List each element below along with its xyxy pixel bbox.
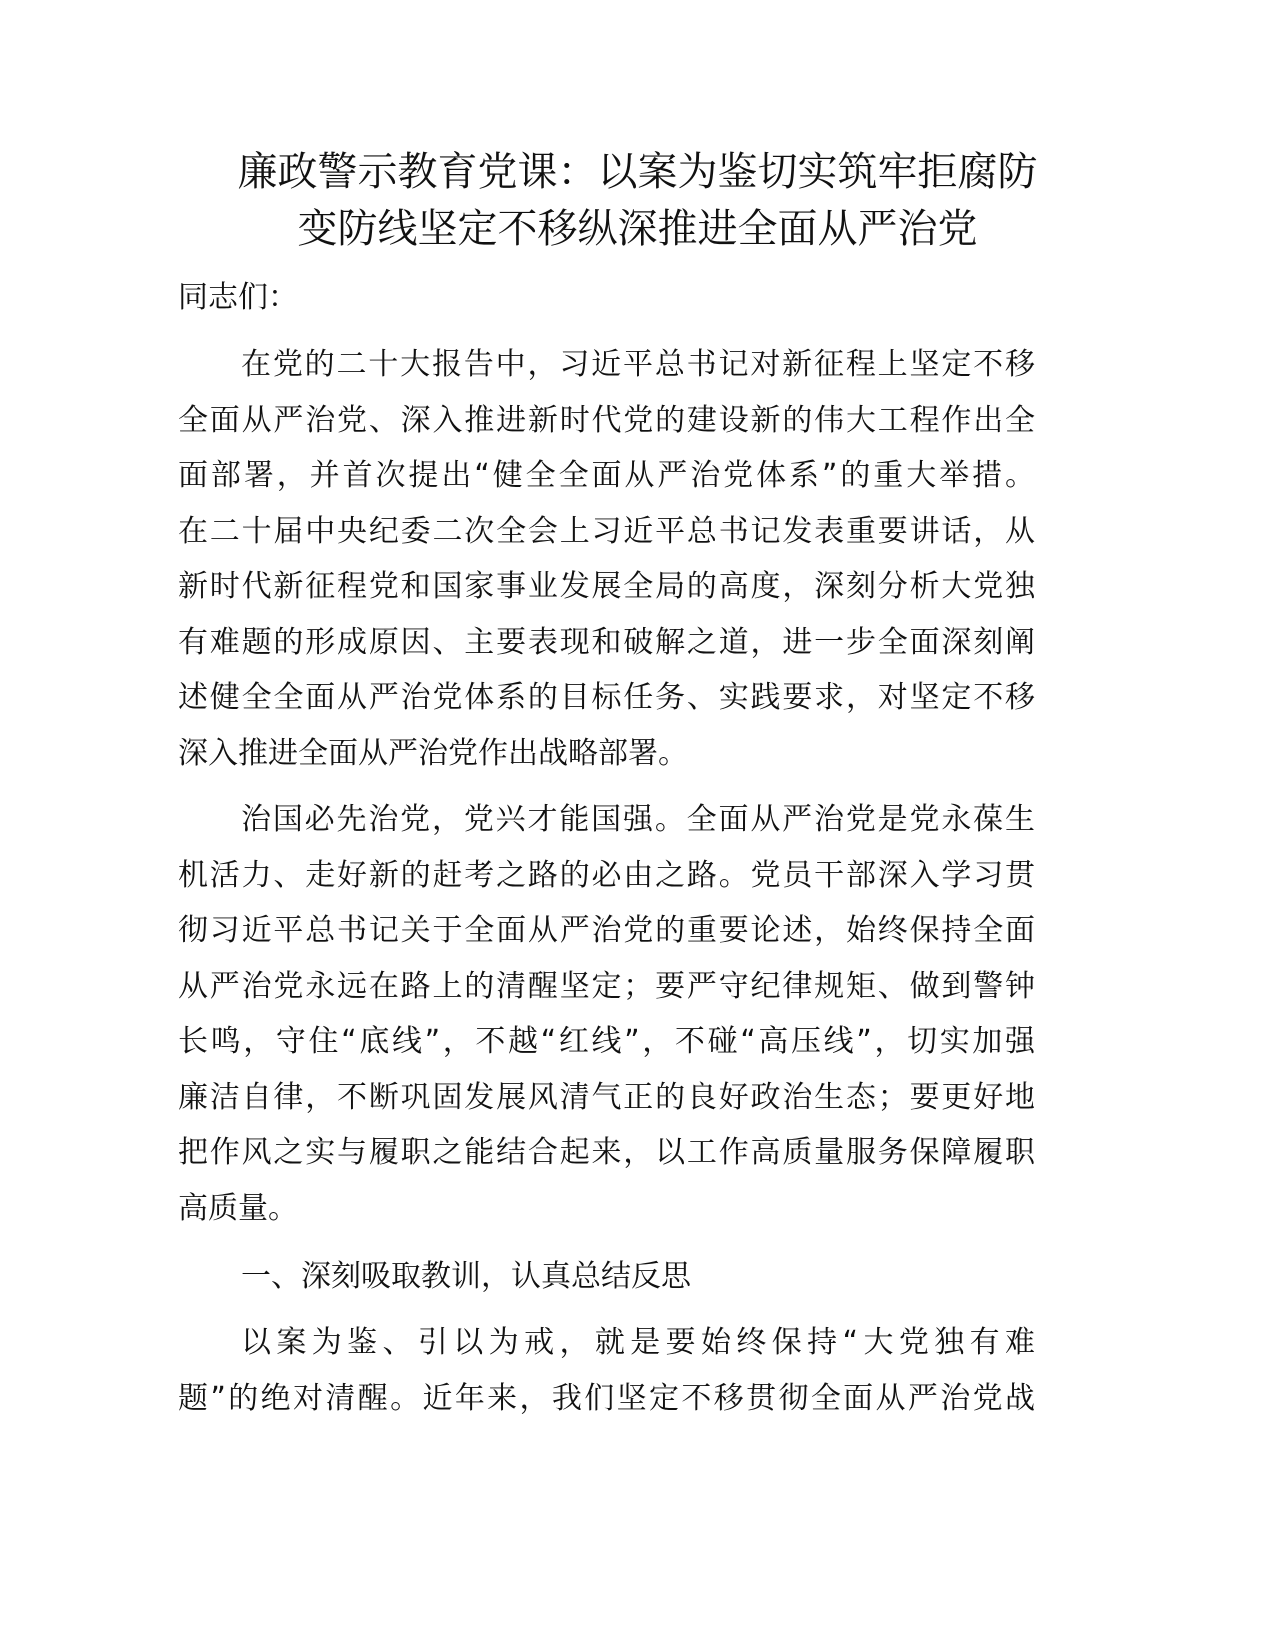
paragraph-line: 述健全全面从严治党体系的目标任务、实践要求，对坚定不移	[178, 680, 1035, 715]
paragraph-line: 全面从严治党、深入推进新时代党的建设新的伟大工程作出全	[178, 402, 1035, 438]
paragraph-line: 彻习近平总书记关于全面从严治党的重要论述，始终保持全面	[178, 913, 1035, 948]
paragraph-line: 在二十届中央纪委二次全会上习近平总书记发表重要讲话，从	[178, 513, 1035, 549]
paragraph-line: 在党的二十大报告中，习近平总书记对新征程上坚定不移	[241, 347, 1035, 382]
section-heading: 一、深刻吸取教训，认真总结反思	[241, 1259, 691, 1294]
paragraph-line: 面部署，并首次提出“健全全面从严治党体系”的重大举措。	[178, 458, 1035, 493]
document-title	[150, 144, 1125, 258]
paragraph-1	[178, 337, 1035, 781]
paragraph-line: 有难题的形成原因、主要表现和破解之道，进一步全面深刻阐	[178, 624, 1035, 660]
paragraph-line: 把作风之实与履职之能结合起来，以工作高质量服务保障履职	[178, 1135, 1035, 1170]
paragraph-line: 以案为鉴、引以为戒，就是要始终保持“大党独有难	[241, 1325, 1035, 1360]
title-line: 廉政警示教育党课：以案为鉴切实筑牢拒腐防	[237, 149, 1038, 195]
paragraph-line: 从严治党永远在路上的清醒坚定；要严守纪律规矩、做到警钟	[178, 968, 1035, 1004]
paragraph-line: 机活力、走好新的赶考之路的必由之路。党员干部深入学习贯	[178, 857, 1035, 893]
paragraph-line: 廉洁自律，不断巩固发展风清气正的良好政治生态；要更好地	[178, 1079, 1035, 1115]
paragraph-line: 题”的绝对清醒。近年来，我们坚定不移贯彻全面从严治党战	[178, 1380, 1035, 1416]
paragraph-line: 深入推进全面从严治党作出战略部署。	[178, 735, 688, 771]
title-line: 变防线坚定不移纵深推进全面从严治党	[297, 206, 978, 252]
paragraph-line: 新时代新征程党和国家事业发展全局的高度，深刻分析大党独	[178, 569, 1035, 604]
paragraph-line: 高质量。	[178, 1190, 298, 1226]
salutation: 同志们：	[178, 280, 298, 315]
paragraph-3	[178, 1315, 1035, 1426]
paragraph-line: 长鸣，守住“底线”，不越“红线”，不碰“高压线”，切实加强	[178, 1024, 1035, 1059]
paragraph-line: 治国必先治党，党兴才能国强。全面从严治党是党永葆生	[241, 802, 1035, 837]
paragraph-2	[178, 792, 1035, 1236]
salutation-block	[178, 270, 1035, 326]
section-heading-block	[178, 1249, 1035, 1305]
